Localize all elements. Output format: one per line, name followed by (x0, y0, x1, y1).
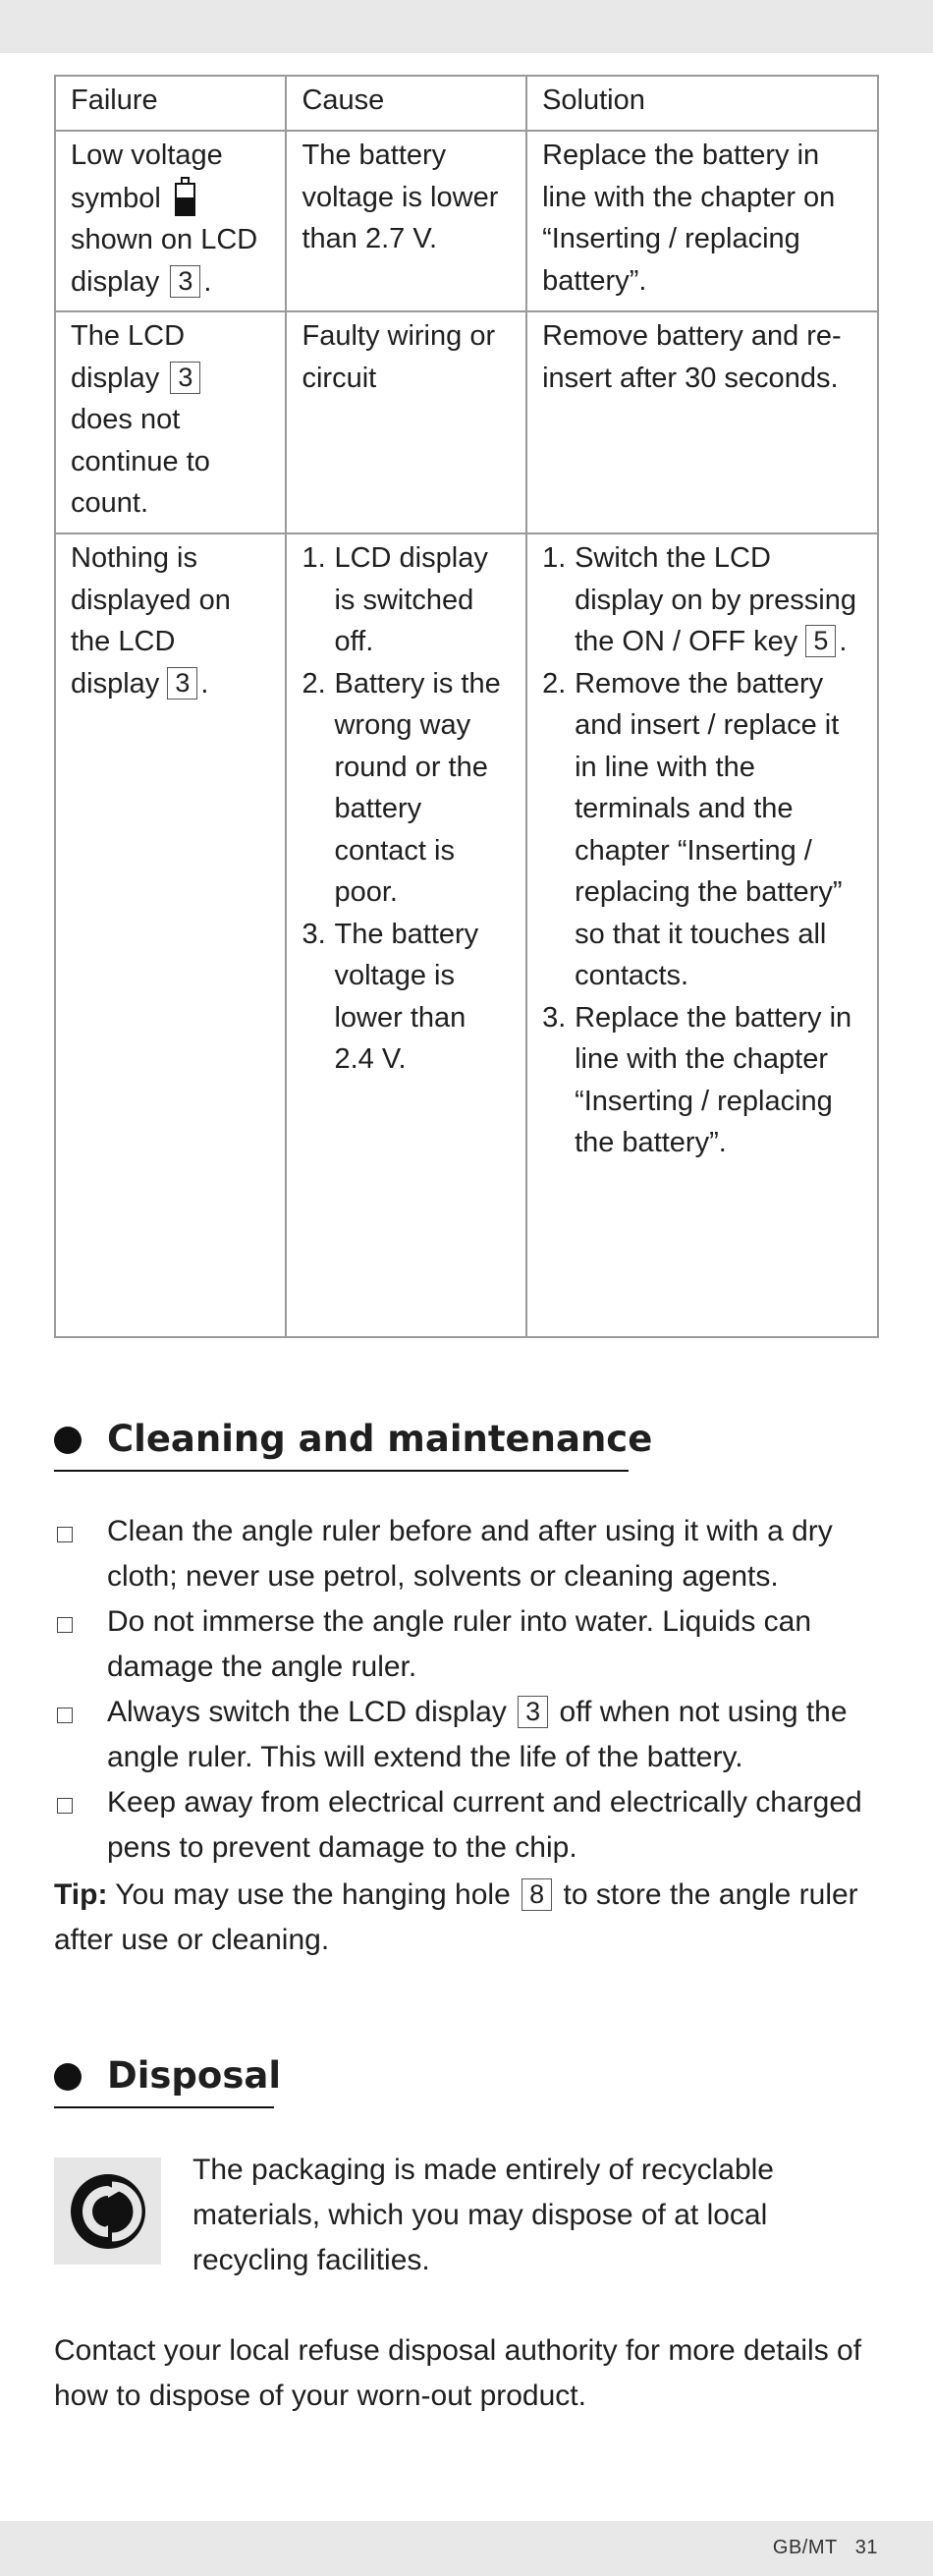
part-number-badge: 3 (518, 1696, 548, 1728)
header-failure: Failure (55, 76, 286, 131)
cleaning-list (54, 1509, 879, 1871)
disposal-heading (54, 2051, 281, 2102)
square-bullet-icon (57, 1617, 73, 1633)
list-item (542, 663, 863, 997)
page-footer (773, 2537, 878, 2559)
cause-cell: Faulty wiring or circuit (286, 311, 526, 533)
list-item (54, 1509, 879, 1599)
item-text: LCD display is switched off. (334, 542, 488, 657)
punctuation: . (200, 667, 209, 700)
failure-text: shown on LCD display (71, 224, 258, 298)
item-text: Remove the battery and insert / replace it in line with the terminals and the chapter “Inserting / replacing the battery” so that it touches all contacts. (575, 667, 843, 991)
heading-underline (54, 1470, 629, 1472)
item-text: off when not using the angle ruler. This will extend the life of the battery. (107, 1696, 848, 1773)
table-row (55, 311, 878, 533)
item-number: 1. (302, 542, 326, 574)
square-bullet-icon (57, 1708, 73, 1723)
item-text: Do not immerse the angle ruler into water. Liquids can damage the angle ruler. (107, 1605, 812, 1683)
failure-text: Low voltage symbol (71, 140, 223, 214)
list-item (302, 663, 512, 914)
punctuation: . (839, 626, 848, 657)
tip-label: Tip: (54, 1878, 108, 1911)
green-dot-recycling-icon (54, 2157, 161, 2265)
solution-cell: Replace the battery in line with the chapter on “Inserting / replacing battery”. (526, 131, 878, 311)
item-text: The battery voltage is lower than 2.4 V. (334, 918, 479, 1075)
punctuation: . (203, 265, 212, 298)
table-row (55, 131, 878, 311)
part-number-badge: 3 (167, 667, 197, 700)
cause-cell (286, 533, 526, 1337)
list-item (54, 1599, 879, 1690)
list-item (542, 997, 863, 1164)
square-bullet-icon (57, 1527, 73, 1542)
list-item (54, 1780, 879, 1871)
cause-cell: The battery voltage is lower than 2.7 V. (286, 131, 526, 311)
list-item (302, 537, 512, 663)
section-title: Cleaning and maintenance (107, 1418, 653, 1460)
bullet-dot-icon (54, 2063, 82, 2091)
troubleshooting-table (54, 75, 879, 1338)
failure-cell (55, 131, 286, 311)
item-number: 3. (542, 1001, 567, 1034)
section-title: Disposal (107, 2054, 281, 2097)
item-number: 1. (542, 542, 567, 574)
part-number-badge: 3 (170, 265, 200, 298)
table-row (55, 533, 878, 1337)
list-item (302, 914, 512, 1081)
tip-text: You may use the hanging hole (115, 1878, 511, 1911)
low-battery-icon (173, 177, 196, 216)
failure-text: The LCD display (71, 320, 186, 394)
item-text: Replace the battery in line with the chapter “Inserting / replacing the battery”. (575, 1001, 852, 1158)
solution-cell (526, 533, 878, 1337)
contact-text: Contact your local refuse disposal authority for more details of how to dispose of your worn-out product. (54, 2334, 862, 2412)
item-number: 2. (302, 667, 326, 700)
table-header-row (55, 76, 878, 131)
tip-text: to store the angle ruler after use or cleaning. (54, 1878, 858, 1956)
header-solution: Solution (526, 76, 878, 131)
item-number: 3. (302, 918, 326, 950)
item-text: Keep away from electrical current and electrically charged pens to prevent damage to the chip. (107, 1786, 862, 1864)
item-text: Clean the angle ruler before and after using it with a dry cloth; never use petrol, solvents or cleaning agents. (107, 1515, 833, 1593)
failure-cell (55, 533, 286, 1337)
page-number: 31 (854, 2537, 878, 2558)
part-number-badge: 5 (805, 625, 836, 657)
tip-paragraph (54, 1873, 879, 1963)
item-text: Switch the LCD display on by pressing the ON / OFF key (575, 542, 857, 657)
square-bullet-icon (57, 1798, 73, 1814)
item-text: Battery is the wrong way round or the battery contact is poor. (334, 667, 501, 908)
top-bar (0, 0, 933, 53)
item-number: 2. (542, 667, 567, 700)
item-text: Always switch the LCD display (107, 1696, 507, 1728)
cleaning-heading (54, 1415, 652, 1466)
header-cause: Cause (286, 76, 526, 131)
packaging-text: The packaging is made entirely of recyclable materials, which you may dispose of at local recycling facilities. (192, 2154, 774, 2276)
failure-text: Nothing is displayed on the LCD display (71, 542, 231, 700)
failure-cell (55, 311, 286, 533)
solution-list (542, 537, 863, 1164)
footer-locale: GB/MT (772, 2537, 838, 2558)
list-item (54, 1690, 879, 1780)
part-number-badge: 3 (170, 362, 200, 394)
failure-text: does not continue to count. (71, 404, 210, 519)
bullet-dot-icon (54, 1427, 82, 1454)
solution-cell: Remove battery and re-insert after 30 seconds. (526, 311, 878, 533)
list-item (542, 537, 863, 663)
part-number-badge: 8 (521, 1878, 552, 1911)
heading-underline (54, 2106, 274, 2108)
cause-list (302, 537, 512, 1081)
